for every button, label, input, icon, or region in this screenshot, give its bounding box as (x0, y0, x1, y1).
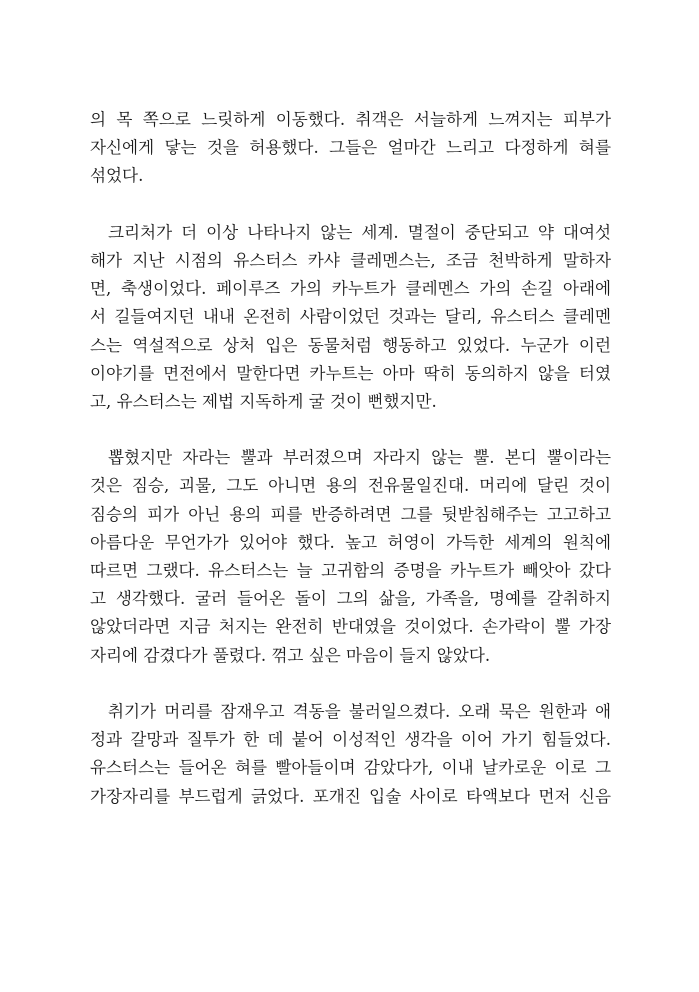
text-line: 스는 역설적으로 상처 입은 동물처럼 행동하고 있었다. 누군가 이런 (90, 335, 611, 355)
text-line: 서 길들여지던 내내 온전히 사람이었던 것과는 달리, 유스터스 클레멘 (90, 307, 611, 327)
text-line: 고 생각했다. 굴러 들어온 돌이 그의 삶을, 가족을, 명예를 갈취하지 (90, 589, 611, 609)
text-line: 해가 지난 시점의 유스터스 카샤 클레멘스는, 조금 천박하게 말하자 (90, 250, 611, 270)
text-line: 것은 짐승, 괴물, 그도 아니면 용의 전유물일진대. 머리에 달린 것이 (90, 476, 611, 496)
paragraph-1 (90, 106, 611, 191)
text-line: 자리에 감겼다가 풀렸다. 꺾고 싶은 마음이 들지 않았다. (90, 645, 491, 665)
text-line: 면, 축생이었다. 페이루즈 가의 카누트가 클레멘스 가의 손길 아래에 (90, 279, 611, 299)
text-line: 가장자리를 부드럽게 긁었다. 포개진 입술 사이로 타액보다 먼저 신음 (90, 786, 611, 806)
text-line: 아름다운 무언가가 있어야 했다. 높고 허영이 가득한 세계의 원칙에 (90, 532, 611, 552)
text-line: 않았더라면 지금 처지는 완전히 반대였을 것이었다. 손가락이 뿔 가장 (90, 617, 611, 637)
text-line: 크리처가 더 이상 나타나지 않는 세계. 멸절이 중단되고 약 대여섯 (108, 222, 611, 242)
text-line: 취기가 머리를 잠재우고 격동을 불러일으켰다. 오래 묵은 원한과 애 (108, 701, 611, 721)
text-line: 고, 유스터스는 제법 지독하게 굴 것이 뻔했지만. (90, 391, 437, 411)
text-line: 의 목 쪽으로 느릿하게 이동했다. 취객은 서늘하게 느껴지는 피부가 (90, 110, 611, 129)
text-line: 정과 갈망과 질투가 한 데 붙어 이성적인 생각을 이어 가기 힘들었다. (90, 730, 611, 750)
body-text (90, 106, 611, 811)
text-line: 이야기를 면전에서 말한다면 카누트는 아마 딱히 동의하지 않을 터였 (90, 363, 611, 383)
text-line: 섞었다. (90, 166, 144, 186)
paragraph-3 (90, 444, 611, 670)
text-line: 따르면 그랬다. 유스터스는 늘 고귀함의 증명을 카누트가 빼앗아 갔다 (90, 561, 611, 580)
text-line: 자신에게 닿는 것을 허용했다. 그들은 얼마간 느리고 다정하게 혀를 (90, 138, 611, 158)
paragraph-4 (90, 698, 611, 811)
text-line: 유스터스는 들어온 혀를 빨아들이며 감았다가, 이내 날카로운 이로 그 (90, 758, 611, 778)
text-line: 짐승의 피가 아닌 용의 피를 반증하려면 그를 뒷받침해주는 고고하고 (90, 504, 611, 524)
paragraph-2 (90, 219, 611, 416)
text-line: 뽑혔지만 자라는 뿔과 부러졌으며 자라지 않는 뿔. 본디 뿔이라는 (108, 448, 611, 468)
